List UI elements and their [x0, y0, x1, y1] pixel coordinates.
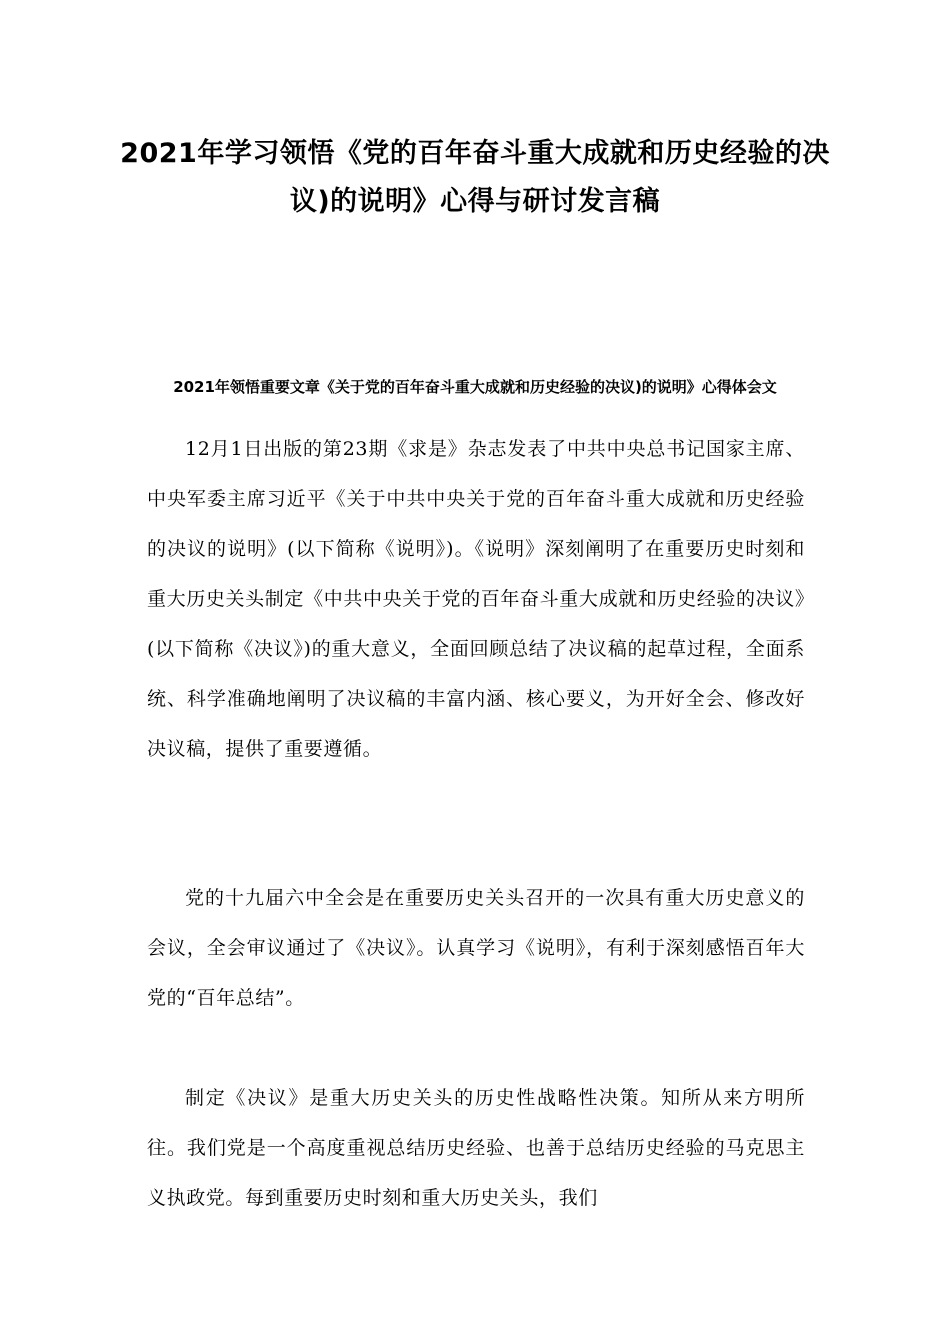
- paragraph-1: 12月1日出版的第23期《求是》杂志发表了中共中央总书记国家主席、中央军委主席习近平《关于中共中央关于党的百年奋斗重大成就和历史经验的决议的说明》(以下简称《说明》)。《说明》深刻阐明了在重要历史时刻和重大历史关头制定《中共中央关于党的百年奋斗重大成就和历史经验的决议》(以下简称《决议》)的重大意义，全面回顾总结了决议稿的起草过程，全面系统、科学准确地阐明了决议稿的丰富内涵、核心要义，为开好全会、修改好决议稿，提供了重要遵循。: [147, 438, 805, 760]
- paragraph-3: 制定《决议》是重大历史关头的历史性战略性决策。知所从来方明所往。我们党是一个高度重视总结历史经验、也善于总结历史经验的马克思主义执政党。每到重要历史时刻和重大历史关头，我们: [147, 1087, 805, 1209]
- article-title: 2021年领悟重要文章《关于党的百年奋斗重大成就和历史经验的决议)的说明》心得体会文: [173, 378, 777, 396]
- paragraph-2: 党的十九届六中全会是在重要历史关头召开的一次具有重大历史意义的会议，全会审议通过了《决议》。认真学习《说明》，有利于深刻感悟百年大党的“百年总结”。: [147, 887, 805, 1009]
- document-title: 2021年学习领悟《党的百年奋斗重大成就和历史经验的决议)的说明》心得与研讨发言稿: [120, 138, 830, 217]
